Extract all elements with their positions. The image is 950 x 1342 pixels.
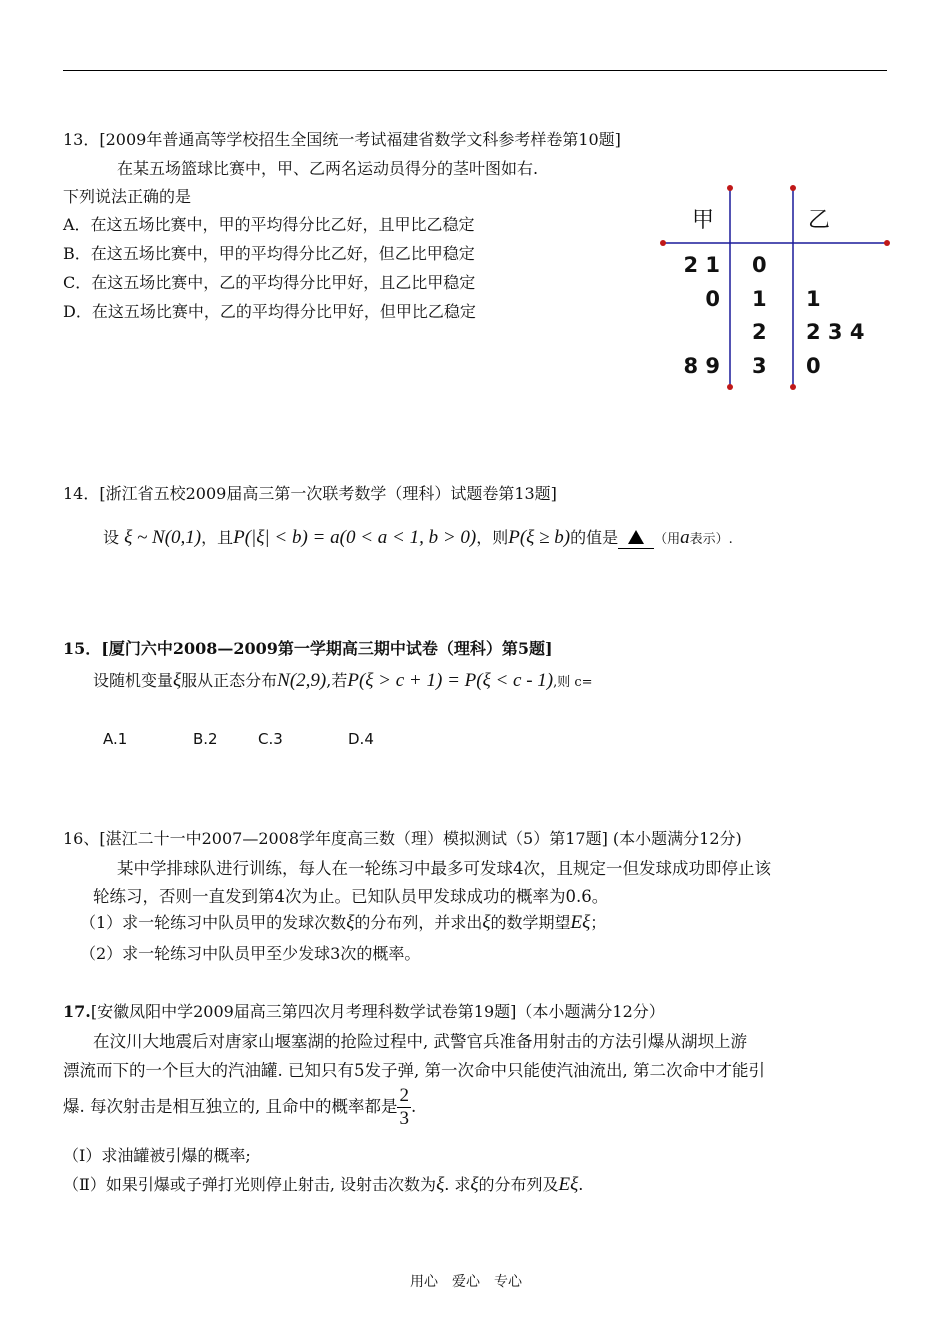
stemleaf-stem: 0 <box>752 253 767 277</box>
stemleaf-left-leaves: 2 1 <box>683 253 720 277</box>
stemleaf-left-leaves: 8 9 <box>683 354 720 378</box>
q17-part2: （Ⅱ）如果引爆或子弹打光则停止射击, 设射击次数为ξ. 求ξ的分布列及Eξ. <box>63 1174 584 1195</box>
q15-option-b: B.2 <box>193 730 218 748</box>
q15-distribution: N(2,9) <box>277 670 327 691</box>
stemleaf-left-title: 甲 <box>692 208 715 233</box>
q14-condition: P(|ξ| < b) = a(0 < a < 1, b > 0) <box>233 527 477 548</box>
q13-option-b: B．在这五场比赛中，甲的平均得分比乙好，但乙比甲稳定 <box>63 244 475 263</box>
axis-endpoint-dot <box>727 185 733 191</box>
q15-option-c: C.3 <box>258 730 283 748</box>
q17-line1: 在汶川大地震后对唐家山堰塞湖的抢险过程中, 武警官兵准备用射击的方法引爆从湖坝上游 <box>93 1032 747 1051</box>
stemleaf-right-title: 乙 <box>808 208 831 233</box>
q13-option-c: C．在这五场比赛中，乙的平均得分比甲好，且乙比甲稳定 <box>63 273 476 292</box>
header-rule <box>63 70 887 71</box>
stemleaf-right-leaves: 2 3 4 <box>806 320 865 344</box>
q17-part1: （Ⅰ）求油罐被引爆的概率; <box>63 1146 251 1165</box>
stemleaf-left-leaves: 0 <box>705 287 720 311</box>
axis-endpoint-dot <box>884 240 890 246</box>
stemleaf-right-leaves: 1 <box>806 287 821 311</box>
q14-header: 14．[浙江省五校2009届高三第一次联考数学（理科）试题卷第13题] <box>63 484 557 503</box>
stemleaf-stem: 1 <box>752 287 767 311</box>
q16-line2: 轮练习，否则一直发到第4次为止。已知队员甲发球成功的概率为0.6。 <box>93 887 609 906</box>
q16-part1: （1）求一轮练习中队员甲的发球次数ξ的分布列，并求出ξ的数学期望Eξ； <box>80 912 607 933</box>
axis-endpoint-dot <box>660 240 666 246</box>
stemleaf-stem: 2 <box>752 320 767 344</box>
q15-option-d: D.4 <box>348 730 374 748</box>
q13-prompt: 下列说法正确的是 <box>63 187 192 206</box>
q13-option-d: D．在这五场比赛中，乙的平均得分比甲好，但甲比乙稳定 <box>63 302 476 321</box>
q14-target: P(ξ ≥ b) <box>508 527 571 548</box>
page-footer: 用心 爱心 专心 <box>410 1274 522 1290</box>
axis-endpoint-dot <box>790 384 796 390</box>
q16-part2: （2）求一轮练习中队员甲至少发球3次的概率。 <box>80 944 421 963</box>
axis-endpoint-dot <box>790 185 796 191</box>
q15-body: 设随机变量ξ服从正态分布N(2,9),若P(ξ > c + 1) = P(ξ < c - 1),则 c= <box>93 670 593 691</box>
q17-line3: 爆. 每次射击是相互独立的, 且命中的概率都是 $\frac{2}{3}$ . <box>63 1085 417 1129</box>
stemleaf-right-leaves: 0 <box>806 354 821 378</box>
q15-condition: P(ξ > c + 1) = P(ξ < c - 1) <box>347 670 554 691</box>
fraction-two-thirds: $\frac{2}{3}$ <box>399 1085 409 1129</box>
q15-option-a: A.1 <box>103 730 128 748</box>
q15-header: 15．[厦门六中2008—2009第一学期高三期中试卷（理科）第5题] <box>63 639 553 658</box>
triangle-icon <box>628 530 644 544</box>
q13-header: 13．[2009年普通高等学校招生全国统一考试福建省数学文科参考样卷第10题] <box>63 130 621 149</box>
q14-distribution: ξ ~ N(0,1) <box>124 527 202 548</box>
q14-body: 设 ξ ~ N(0,1)，且P(|ξ| < b) = a(0 < a < 1, b > 0)，则P(ξ ≥ b)的值是 （用a表示）. <box>103 527 733 548</box>
q16-line1: 某中学排球队进行训练，每人在一轮练习中最多可发球4次，且规定一但发球成功即停止该 <box>117 859 771 878</box>
stemleaf-stem: 3 <box>752 354 767 378</box>
q13-intro: 在某五场篮球比赛中，甲、乙两名运动员得分的茎叶图如右. <box>117 159 539 178</box>
q17-header: 17.[安徽凤阳中学2009届高三第四次月考理科数学试卷第19题]（本小题满分12分） <box>63 1002 665 1021</box>
axis-endpoint-dot <box>727 384 733 390</box>
answer-blank <box>618 528 654 549</box>
q13-option-a: A．在这五场比赛中，甲的平均得分比乙好，且甲比乙稳定 <box>63 215 475 234</box>
q16-header: 16、[湛江二十一中2007—2008学年度高三数（理）模拟测试（5）第17题] (本小题满分12分) <box>63 829 742 848</box>
q17-line2: 漂流而下的一个巨大的汽油罐. 已知只有5发子弹, 第一次命中只能使汽油流出, 第二次命中才能引 <box>63 1061 765 1080</box>
